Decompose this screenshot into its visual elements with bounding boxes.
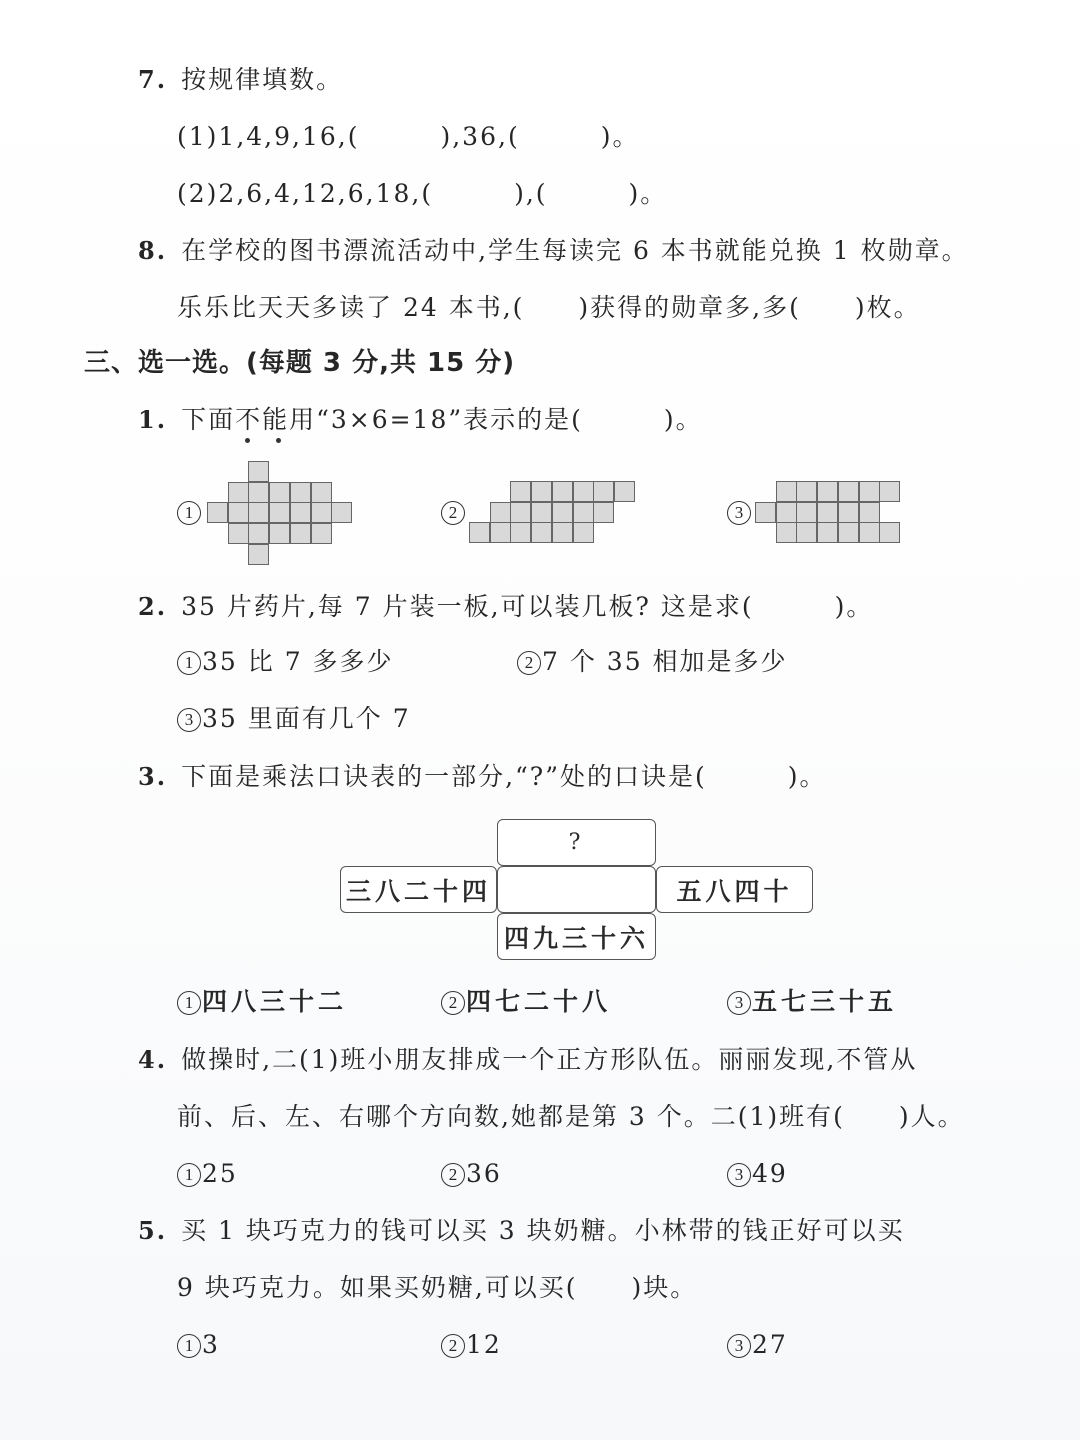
grid-cell bbox=[228, 523, 249, 544]
grid-cell bbox=[248, 502, 269, 523]
grid-cell bbox=[531, 481, 552, 502]
question-number: 5. bbox=[138, 1216, 168, 1245]
question-number: 3. bbox=[138, 762, 168, 791]
grid-cell bbox=[614, 481, 635, 502]
grid-cell bbox=[838, 502, 859, 523]
grid-cell bbox=[290, 502, 311, 523]
option-2[interactable] bbox=[441, 1157, 502, 1191]
grid-cell bbox=[593, 502, 614, 523]
question-7-part-2: (2)2,6,4,12,6,18,( ),( )。 bbox=[177, 179, 668, 208]
option-marker: 2 bbox=[441, 991, 465, 1015]
option-marker: 1 bbox=[177, 1163, 201, 1187]
option-marker: 2 bbox=[441, 1334, 465, 1358]
choice-question-5-line-2: 9 块巧克力。如果买奶糖,可以买( )块。 bbox=[177, 1273, 698, 1302]
question-number: 8. bbox=[138, 236, 168, 265]
grid-cell bbox=[817, 522, 838, 543]
grid-cell bbox=[290, 482, 311, 503]
grid-cell bbox=[248, 523, 269, 544]
grid-cell bbox=[776, 481, 797, 502]
grid-cell bbox=[838, 481, 859, 502]
table-cell-center bbox=[497, 866, 656, 913]
option-text: 12 bbox=[466, 1330, 502, 1359]
question-number: 1. bbox=[138, 405, 168, 434]
grid-cell bbox=[531, 502, 552, 523]
option-3[interactable] bbox=[727, 1328, 788, 1362]
table-cell-unknown: ? bbox=[497, 819, 656, 866]
grid-cell bbox=[859, 502, 880, 523]
grid-cell bbox=[796, 502, 817, 523]
option-text: 7 个 35 相加是多少 bbox=[542, 647, 788, 676]
grid-cell bbox=[859, 522, 880, 543]
option-text: 五七三十五 bbox=[752, 987, 898, 1016]
choice-question-4-line-2: 前、后、左、右哪个方向数,她都是第 3 个。二(1)班有( )人。 bbox=[177, 1102, 965, 1131]
option-1[interactable] bbox=[177, 1328, 220, 1362]
choice-question-5 bbox=[138, 1214, 905, 1248]
option-text: 35 比 7 多多少 bbox=[202, 647, 394, 676]
grid-cell bbox=[573, 522, 594, 543]
grid-cell bbox=[552, 522, 573, 543]
question-8-line-2: 乐乐比天天多读了 24 本书,( )获得的勋章多,多( )枚。 bbox=[177, 293, 921, 322]
option-marker: 1 bbox=[177, 991, 201, 1015]
option-marker: 3 bbox=[177, 708, 201, 732]
shape-3-label: 3 bbox=[727, 495, 752, 529]
option-3[interactable] bbox=[177, 702, 411, 736]
table-cell-left: 三八二十四 bbox=[340, 866, 497, 913]
grid-cell bbox=[796, 481, 817, 502]
choice-question-4 bbox=[138, 1043, 917, 1077]
grid-cell bbox=[311, 502, 332, 523]
grid-cell bbox=[248, 461, 269, 482]
question-7-part-1: (1)1,4,9,16,( ),36,( )。 bbox=[177, 122, 640, 151]
grid-cell bbox=[469, 522, 490, 543]
option-3[interactable] bbox=[727, 1157, 788, 1191]
option-2[interactable] bbox=[441, 985, 611, 1019]
grid-cell bbox=[838, 522, 859, 543]
grid-cell bbox=[817, 502, 838, 523]
option-2[interactable] bbox=[517, 645, 788, 679]
option-marker: 3 bbox=[727, 991, 751, 1015]
question-text: 买 1 块巧克力的钱可以买 3 块奶糖。小林带的钱正好可以买 bbox=[181, 1216, 905, 1245]
question-text: 做操时,二(1)班小朋友排成一个正方形队伍。丽丽发现,不管从 bbox=[181, 1045, 918, 1074]
grid-cell bbox=[573, 502, 594, 523]
question-7 bbox=[138, 63, 343, 97]
option-text: 四八三十二 bbox=[202, 987, 348, 1016]
choice-question-3 bbox=[138, 760, 826, 794]
option-marker: 1 bbox=[177, 1334, 201, 1358]
section-title: 三、选一选。(每题 3 分,共 15 分) bbox=[84, 348, 516, 378]
grid-cell bbox=[879, 522, 900, 543]
question-number: 2. bbox=[138, 592, 168, 621]
option-1[interactable] bbox=[177, 985, 347, 1019]
grid-cell bbox=[269, 482, 290, 503]
grid-cell bbox=[879, 481, 900, 502]
grid-cell bbox=[311, 482, 332, 503]
option-text: 25 bbox=[202, 1159, 238, 1188]
grid-cell bbox=[269, 502, 290, 523]
grid-cell bbox=[817, 481, 838, 502]
grid-cell bbox=[248, 544, 269, 565]
option-text: 36 bbox=[466, 1159, 502, 1188]
option-2[interactable] bbox=[441, 1328, 502, 1362]
grid-cell bbox=[290, 523, 311, 544]
emphasis-dot bbox=[245, 438, 250, 443]
option-text: 27 bbox=[752, 1330, 788, 1359]
grid-cell bbox=[228, 502, 249, 523]
table-cell-bottom: 四九三十六 bbox=[497, 913, 656, 960]
option-text: 3 bbox=[202, 1330, 220, 1359]
choice-question-2 bbox=[138, 590, 873, 624]
grid-cell bbox=[510, 481, 531, 502]
grid-cell bbox=[531, 522, 552, 543]
table-cell-right: 五八四十 bbox=[656, 866, 813, 913]
option-marker: 1 bbox=[177, 651, 201, 675]
grid-cell bbox=[331, 502, 352, 523]
question-number: 4. bbox=[138, 1045, 168, 1074]
option-1[interactable] bbox=[177, 1157, 238, 1191]
option-marker: 3 bbox=[727, 1163, 751, 1187]
grid-cell bbox=[207, 502, 228, 523]
grid-cell bbox=[796, 522, 817, 543]
grid-cell bbox=[269, 523, 290, 544]
question-text: 下面是乘法口诀表的一部分,“?”处的口诀是( )。 bbox=[181, 762, 827, 791]
option-marker: 2 bbox=[441, 1163, 465, 1187]
grid-cell bbox=[311, 523, 332, 544]
grid-cell bbox=[248, 482, 269, 503]
question-text: 下面不能用“3×6=18”表示的是( )。 bbox=[181, 405, 703, 434]
option-1[interactable] bbox=[177, 645, 394, 679]
option-marker: 2 bbox=[517, 651, 541, 675]
grid-cell bbox=[552, 481, 573, 502]
option-text: 49 bbox=[752, 1159, 788, 1188]
grid-cell bbox=[776, 522, 797, 543]
question-text: 在学校的图书漂流活动中,学生每读完 6 本书就能兑换 1 枚勋章。 bbox=[181, 236, 969, 265]
choice-question-1 bbox=[138, 403, 703, 437]
question-8 bbox=[138, 234, 969, 268]
option-marker: 3 bbox=[727, 1334, 751, 1358]
grid-cell bbox=[755, 502, 776, 523]
grid-cell bbox=[490, 502, 511, 523]
question-text: 35 片药片,每 7 片装一板,可以装几板? 这是求( )。 bbox=[181, 592, 874, 621]
grid-cell bbox=[573, 481, 594, 502]
emphasis-dot bbox=[276, 438, 281, 443]
question-text: 按规律填数。 bbox=[181, 65, 344, 94]
grid-cell bbox=[552, 502, 573, 523]
shape-2-label: 2 bbox=[441, 495, 466, 529]
option-text: 35 里面有几个 7 bbox=[202, 704, 411, 733]
grid-cell bbox=[593, 481, 614, 502]
option-3[interactable] bbox=[727, 985, 897, 1019]
grid-cell bbox=[228, 482, 249, 503]
shape-1-label: 1 bbox=[177, 495, 202, 529]
question-number: 7. bbox=[138, 65, 168, 94]
grid-cell bbox=[510, 502, 531, 523]
grid-cell bbox=[510, 522, 531, 543]
grid-cell bbox=[490, 522, 511, 543]
grid-cell bbox=[776, 502, 797, 523]
option-text: 四七二十八 bbox=[466, 987, 612, 1016]
grid-cell bbox=[859, 481, 880, 502]
